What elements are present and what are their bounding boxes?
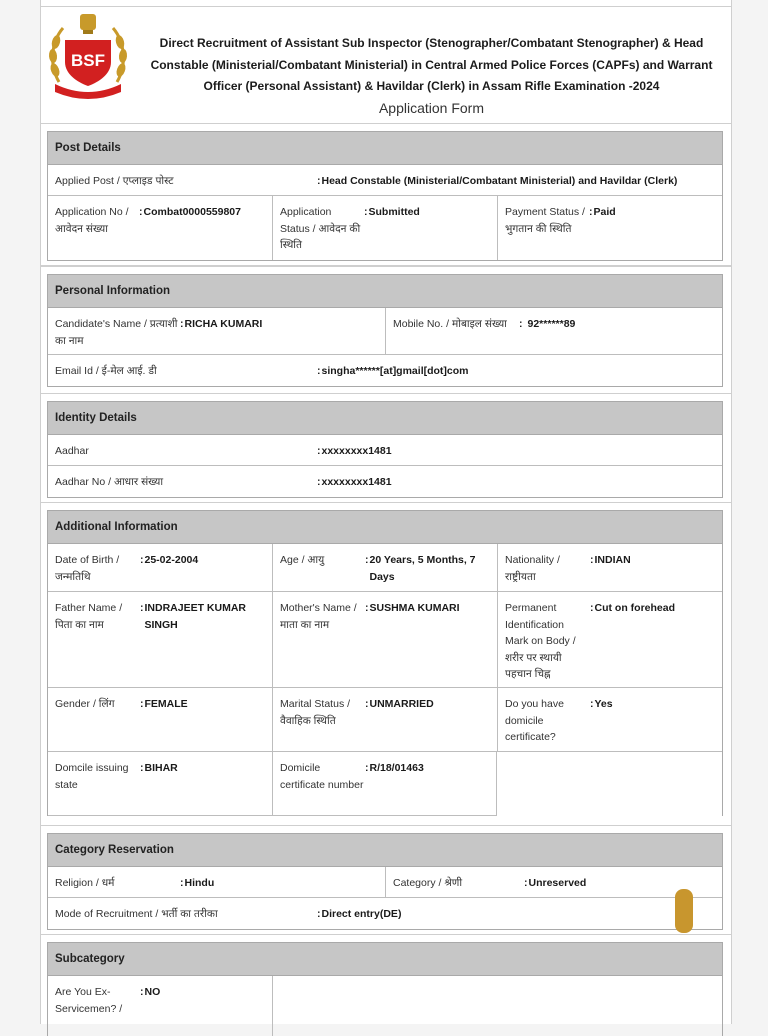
identity-section bbox=[41, 393, 731, 503]
age-value: 20 Years, 5 Months, 7 Days bbox=[369, 554, 476, 583]
father-name-label: Father Name / पिता का नाम bbox=[55, 602, 123, 631]
section-heading: Post Details bbox=[48, 132, 722, 165]
dob-label: Date of Birth / जन्मतिथि bbox=[55, 554, 120, 583]
parents-row: Father Name / पिता का नाम : INDRAJEET KUMAR SINGH Mother's Name / माता का नाम : SUSHMA KUMARI Permanent Identification Mark on Body / शरीर पर स्थायी पहचान चिह्न : Cut on forehead bbox=[48, 592, 722, 688]
aadhar-no-row: Aadhar No / आधार संख्या : xxxxxxxx1481 bbox=[48, 466, 722, 497]
section-heading: Subcategory bbox=[48, 943, 722, 976]
aadhar-no-label: Aadhar No / आधार संख्या bbox=[55, 476, 164, 488]
dob-row: Date of Birth / जन्मतिथि : 25-02-2004 Age / आयु : 20 Years, 5 Months, 7 Days Nationality / राष्ट्रीयता : INDIAN bbox=[48, 544, 722, 592]
recruitment-mode-value: Direct entry(DE) bbox=[321, 908, 402, 920]
applied-post-value: Head Constable (Ministerial/Combatant Ministerial) and Havildar (Clerk) bbox=[321, 175, 678, 187]
subcategory-panel bbox=[47, 942, 723, 1036]
email-value: singha******[at]gmail[dot]com bbox=[321, 365, 469, 377]
category-section bbox=[41, 825, 731, 935]
form-title: Application Form bbox=[378, 100, 485, 116]
ex-servicemen-label: Are You Ex-Servicemen? / bbox=[55, 986, 123, 1015]
personal-info-section bbox=[41, 266, 731, 394]
section-heading: Personal Information bbox=[48, 275, 722, 308]
identification-mark-value: Cut on forehead bbox=[594, 602, 675, 614]
application-no-value: Combat0000559807 bbox=[143, 206, 241, 218]
religion-value: Hindu bbox=[184, 877, 215, 889]
aadhar-value: xxxxxxxx1481 bbox=[321, 445, 392, 457]
dob-value: 25-02-2004 bbox=[144, 554, 199, 566]
marital-status-label: Marital Status / वैवाहिक स्थिति bbox=[280, 698, 351, 727]
section-heading: Identity Details bbox=[48, 402, 722, 435]
section-heading: Additional Information bbox=[48, 511, 722, 544]
ex-servicemen-row: Are You Ex-Servicemen? / : NO bbox=[48, 976, 722, 1036]
candidate-name-label: Candidate's Name / प्रत्याशी का नाम bbox=[55, 318, 178, 347]
domicile-question-value: Yes bbox=[594, 698, 613, 710]
application-status-value: Submitted bbox=[368, 206, 420, 218]
domicile-state-value: BIHAR bbox=[144, 762, 178, 774]
additional-info-panel bbox=[47, 510, 723, 816]
application-status-label: Application Status / आवेदन की स्थिति bbox=[280, 206, 361, 251]
nationality-value: INDIAN bbox=[594, 554, 631, 566]
religion-row: Religion / धर्म : Hindu Category / श्रेणी : Unreserved bbox=[48, 867, 722, 898]
domicile-cert-value: R/18/01463 bbox=[369, 762, 424, 774]
form-header bbox=[41, 6, 731, 124]
email-row: Email Id / ई-मेल आई. डी : singha******[at]gmail[dot]com bbox=[48, 355, 722, 386]
domicile-question-label: Do you have domicile certificate? bbox=[505, 698, 564, 743]
payment-status-label: Payment Status / भुगतान की स्थिति bbox=[505, 206, 585, 235]
mobile-label: Mobile No. / मोबाइल संख्या bbox=[393, 318, 507, 330]
father-name-value: INDRAJEET KUMAR SINGH bbox=[144, 602, 247, 631]
gender-row: Gender / लिंग : FEMALE Marital Status / वैवाहिक स्थिति : UNMARRIED Do you have domicile certificate? : Yes bbox=[48, 688, 722, 752]
ex-servicemen-value: NO bbox=[144, 986, 161, 998]
domicile-row: Domcile issuing state : BIHAR Domicile certificate number : R/18/01463 bbox=[48, 752, 722, 816]
identity-panel bbox=[47, 401, 723, 498]
subcategory-section bbox=[41, 934, 731, 1035]
marital-status-value: UNMARRIED bbox=[369, 698, 434, 710]
category-panel bbox=[47, 833, 723, 930]
section-heading: Category Reservation bbox=[48, 834, 722, 867]
mother-name-label: Mother's Name / माता का नाम bbox=[280, 602, 357, 631]
email-label: Email Id / ई-मेल आई. डी bbox=[55, 365, 157, 377]
scrollbar-thumb[interactable] bbox=[675, 889, 693, 933]
post-details-panel bbox=[47, 131, 723, 261]
bsf-logo-icon bbox=[45, 10, 131, 100]
additional-info-section bbox=[41, 502, 731, 826]
domicile-state-label: Domcile issuing state bbox=[55, 762, 129, 791]
candidate-name-value: RICHA KUMARI bbox=[184, 318, 263, 330]
application-status-row: Application No / आवेदन संख्या : Combat0000559807 Application Status / आवेदन की स्थिति : Submitted Payment Status / भुगतान की स्थिति : Paid bbox=[48, 196, 722, 260]
personal-info-panel bbox=[47, 274, 723, 387]
nationality-label: Nationality / राष्ट्रीयता bbox=[505, 554, 560, 583]
mother-name-value: SUSHMA KUMARI bbox=[369, 602, 460, 614]
logo-text: BSF bbox=[71, 51, 105, 70]
gender-label: Gender / लिंग bbox=[55, 698, 115, 710]
mobile-value: 92******89 bbox=[527, 318, 576, 330]
exam-title: Direct Recruitment of Assistant Sub Inspector (Stenographer/Combatant Stenographer) & Head Constable (Ministerial/Combatant Ministerial) in Central Armed Police Forces (CAPFs) and Warrant Officer (Personal Assistant) & Havildar (Clerk) in Assam Rifle Examination -2024 bbox=[150, 36, 713, 93]
age-label: Age / आयु bbox=[280, 554, 325, 566]
religion-label: Religion / धर्म bbox=[55, 877, 115, 889]
applied-post-label: Applied Post / एप्लाइड पोस्ट bbox=[55, 175, 174, 187]
domicile-cert-label: Domicile certificate number bbox=[280, 762, 364, 791]
applied-post-row: Applied Post / एप्लाइड पोस्ट : Head Constable (Ministerial/Combatant Ministerial) and Havildar (Clerk) bbox=[48, 165, 722, 196]
recruitment-mode-row: Mode of Recruitment / भर्ती का तरीका : Direct entry(DE) bbox=[48, 898, 722, 929]
category-label: Category / श्रेणी bbox=[393, 877, 463, 889]
recruitment-mode-label: Mode of Recruitment / भर्ती का तरीका bbox=[55, 908, 218, 920]
aadhar-row: Aadhar : xxxxxxxx1481 bbox=[48, 435, 722, 466]
aadhar-no-value: xxxxxxxx1481 bbox=[321, 476, 392, 488]
name-mobile-row: Candidate's Name / प्रत्याशी का नाम : RICHA KUMARI Mobile No. / मोबाइल संख्या : 92******89 bbox=[48, 308, 722, 355]
gender-value: FEMALE bbox=[144, 698, 188, 710]
payment-status-value: Paid bbox=[593, 206, 616, 218]
application-no-label: Application No / आवेदन संख्या bbox=[55, 206, 129, 235]
category-value: Unreserved bbox=[528, 877, 587, 889]
aadhar-label: Aadhar bbox=[55, 445, 89, 457]
post-details-section bbox=[41, 123, 731, 266]
application-page bbox=[40, 0, 732, 1024]
identification-mark-label: Permanent Identification Mark on Body / शरीर पर स्थायी पहचान चिह्न bbox=[505, 602, 576, 680]
